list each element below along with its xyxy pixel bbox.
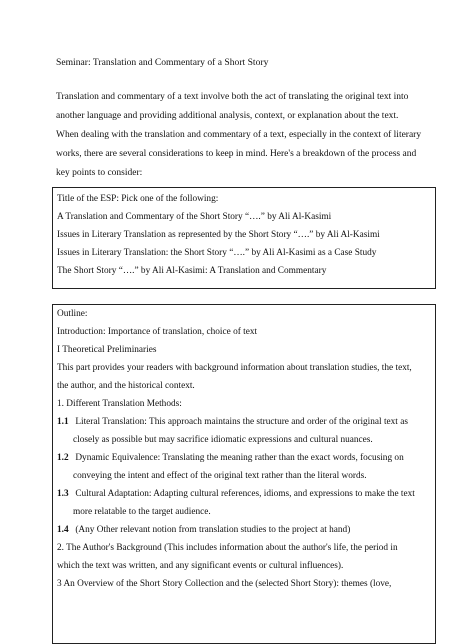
intro-line: When dealing with the translation and commentary of a text, especially in the context of literary — [56, 130, 422, 140]
esp-option: Issues in Literary Translation as represented by the Short Story “….” by Ali Al-Kasimi — [57, 230, 380, 240]
outline-heading: Outline: — [57, 309, 88, 319]
outline-introduction: Introduction: Importance of translation, choice of text — [57, 327, 258, 337]
method-text: (Any Other relevant notion from translation studies to the project at hand) — [75, 525, 351, 535]
outline-box — [52, 304, 436, 644]
method-text: conveying the intent and effect of the original text rather than the literal words. — [73, 471, 367, 481]
method-text: more relatable to the target audience. — [73, 507, 211, 517]
esp-title-box — [52, 187, 436, 289]
esp-option: A Translation and Commentary of the Short Story “….” by Ali Al-Kasimi — [57, 212, 332, 222]
esp-heading: Title of the ESP: Pick one of the following: — [57, 194, 219, 204]
intro-line: another language and providing additional analysis, context, or explanation about the text. — [56, 111, 399, 121]
method-number: 1.3 — [57, 489, 69, 499]
method-item — [57, 485, 431, 521]
seminar-title: Seminar: Translation and Commentary of a Short Story — [56, 57, 269, 68]
method-item — [57, 413, 431, 449]
intro-line: key points to consider: — [56, 168, 143, 178]
author-background-line: which the text was written, and any significant events or cultural influences). — [57, 561, 344, 571]
part1-desc-line: the author, and the historical context. — [57, 381, 195, 391]
method-item — [57, 521, 431, 539]
method-number: 1.2 — [57, 453, 69, 463]
part1-desc-line: This part provides your readers with background information about translation studies, the text, — [57, 363, 412, 373]
methods-heading: 1. Different Translation Methods: — [57, 399, 182, 409]
method-item — [57, 449, 431, 485]
method-text: Cultural Adaptation: Adapting cultural references, idioms, and expressions to make the text — [75, 489, 415, 499]
intro-line: Translation and commentary of a text involve both the act of translating the original text into — [56, 92, 409, 102]
intro-paragraph — [56, 88, 436, 183]
esp-option: The Short Story “….” by Ali Al-Kasimi: A Translation and Commentary — [57, 266, 327, 276]
overview-line: 3 An Overview of the Short Story Collection and the (selected Short Story): themes (love, — [57, 579, 392, 589]
method-text: Literal Translation: This approach maintains the structure and order of the original text as — [75, 417, 408, 427]
esp-option: Issues in Literary Translation: the Short Story “….” by Ali Al-Kasimi as a Case Study — [57, 248, 377, 258]
method-number: 1.4 — [57, 525, 69, 535]
intro-line: works, there are several considerations to keep in mind. Here's a breakdown of the process and — [56, 149, 417, 159]
method-text: Dynamic Equivalence: Translating the meaning rather than the exact words, focusing on — [75, 453, 404, 463]
author-background-line: 2. The Author's Background (This includes information about the author's life, the period in — [57, 543, 398, 553]
part1-title: I Theoretical Preliminaries — [57, 345, 157, 355]
method-number: 1.1 — [57, 417, 69, 427]
method-text: closely as possible but may sacrifice idiomatic expressions and cultural nuances. — [73, 435, 373, 445]
